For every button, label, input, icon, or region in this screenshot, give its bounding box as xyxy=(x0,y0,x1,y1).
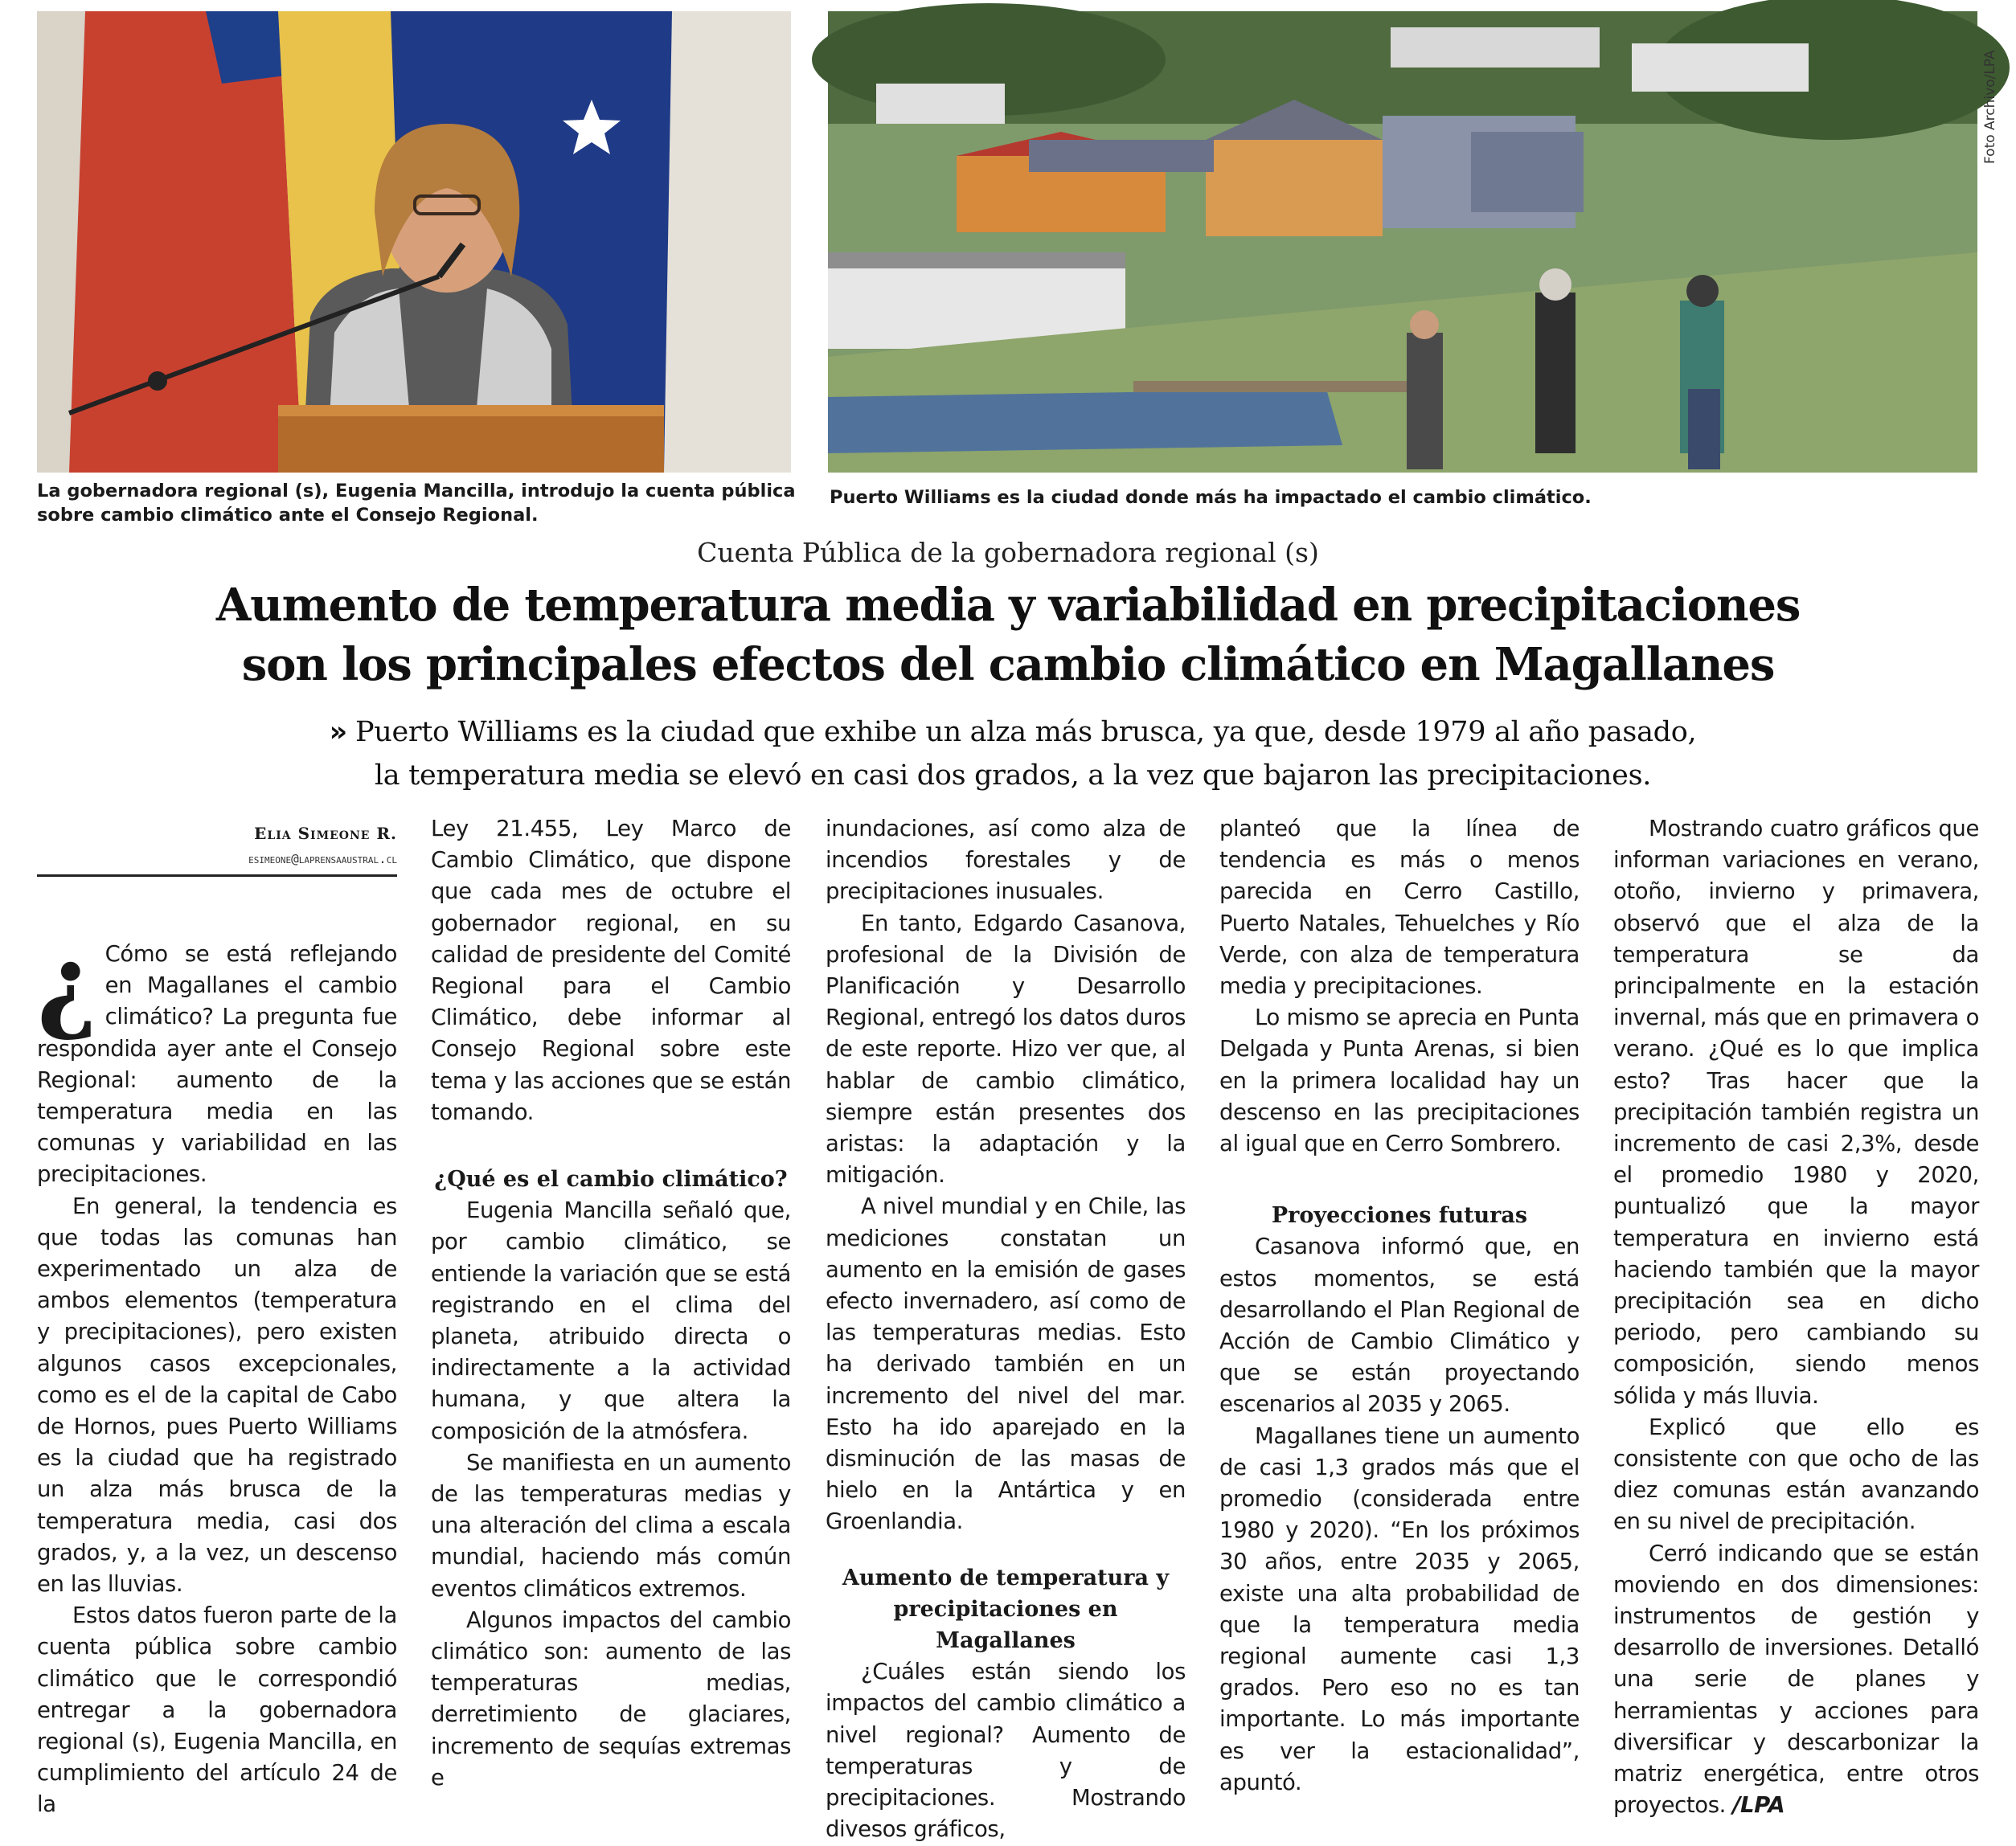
deck xyxy=(273,710,1752,797)
headline xyxy=(121,575,1895,694)
paragraph: Ley 21.455, Ley Marco de Cambio Climático, que dispone que cada mes de octubre el gobernador regional, en su calidad de presidente del Comité Regional para el Cambio Climático, debe informar al Consejo Regional sobre este tema y las acciones que se están tomando. xyxy=(431,816,791,1125)
paragraph: Algunos impactos del cambio climático son: aumento de las temperaturas medias, derretimiento de glaciares, incremento de sequías extremas e xyxy=(431,1607,791,1791)
article-column-1 xyxy=(37,924,397,1821)
chevron-icon: » xyxy=(329,716,347,748)
governor-speaking-photo xyxy=(37,11,791,473)
paragraph: inundaciones, así como alza de incendios forestales y de precipitaciones inusuales. xyxy=(826,816,1186,905)
paragraph: Magallanes tiene un aumento de casi 1,3 grados más que el promedio (considerada entre 1980 y 2020). “En los próximos 30 años, entre 2035 y 2065, existe una alta probabilidad de que la temperatura media regional aumente casi 1,3 grados. Pero eso no es tan importante. Lo más importante es ver la estacionalidad”, apuntó. xyxy=(1219,1422,1580,1795)
article-column-3 xyxy=(826,813,1186,1846)
paragraph: Mostrando cuatro gráficos que informan variaciones en verano, otoño, invierno y primavera, observó que el alza de la temperatura se da principalmente en la estación invernal, más que en primavera o verano. ¿Qué es lo que implica esto? Tras hacer que la precipitación también registra un incremento de casi 2,3%, desde el promedio 1980 y 2020, puntualizó que la mayor temperatura en invierno está haciendo también que la mayor precipitación sea en dicho periodo, pero cambiando su composición, siendo menos sólida y más lluvia. xyxy=(1613,816,1979,1409)
paragraph: planteó que la línea de tendencia es más o menos parecida en Cerro Castillo, Puerto Natales, Tehuelches y Río Verde, con alza de temperatura media y precipitaciones. xyxy=(1219,816,1580,1000)
puerto-williams-landscape-photo xyxy=(828,11,1977,473)
article-column-4 xyxy=(1219,813,1580,1799)
photo1-caption: La gobernadora regional (s), Eugenia Mancilla, introdujo la cuenta pública sobre cambio climático ante el Consejo Regional. xyxy=(37,481,796,526)
paragraph: Lo mismo se aprecia en Punta Delgada y Punta Arenas, si bien en la primera localidad hay un descenso en las precipitaciones al igual que en Cerro Sombrero. xyxy=(1219,1005,1580,1157)
subheading: Proyecciones futuras xyxy=(1271,1203,1528,1229)
headline-line-2: son los principales efectos del cambio climático en Magallanes xyxy=(241,638,1775,691)
governor-speaking-icon xyxy=(37,11,791,473)
article-column-2 xyxy=(431,813,791,1794)
paragraph: Explicó que ello es consistente con que ocho de las diez comunas están avanzando en su nivel de precipitación. xyxy=(1613,1414,1979,1535)
paragraph: A nivel mundial y en Chile, las mediciones constatan un aumento en la emisión de gases efecto invernadero, así como de las temperaturas medias. Esto ha derivado también en un incremento del nivel del mar. Esto ha ido aparejado en la disminución de las masas de hielo en la Antártica y en Groenlandia. xyxy=(826,1193,1186,1535)
puerto-williams-landscape-icon xyxy=(828,11,1977,473)
paragraph: Estos datos fueron parte de la cuenta pública sobre cambio climático que le correspondió entregar a la gobernadora regional (s), Eugenia Mancilla, en cumplimiento del artículo 24 de la xyxy=(37,1602,397,1818)
paragraph-text: Cerró indicando que se están moviendo en dos dimensiones: instrumentos de gestión y desarrollo de inversiones. Detalló una serie de planes y herramientas y acciones para diversificar y descarbonizar la matriz energética, entre otros proyectos. xyxy=(1613,1540,1979,1819)
paragraph: En tanto, Edgardo Casanova, profesional de la División de Planificación y Desarrollo Regional, entregó los datos duros de este reporte. Hizo ver que, al hablar de cambio climático, siempre están presentes dos aristas: la adaptación y la mitigación. xyxy=(826,910,1186,1189)
headline-line-1: Aumento de temperatura media y variabilidad en precipitaciones xyxy=(215,579,1801,632)
photo-credit: Foto Archivo/LPA xyxy=(1982,50,1998,164)
author-name: Elia Simeone R. xyxy=(254,824,397,843)
paragraph: Casanova informó que, en estos momentos, se está desarrollando el Plan Regional de Acción de Cambio Climático y que se están proyectando escenarios al 2035 y 2065. xyxy=(1219,1234,1580,1418)
paragraph: En general, la tendencia es que todas las comunas han experimentado un alza de ambos elementos (temperatura y precipitaciones), pero existen algunos casos excepcionales, como es el de la capital de Cabo de Hornos, pues Puerto Williams es la ciudad que ha registrado un alza más brusca de la temperatura media, casi dos grados, y, a la vez, un descenso en las lluvias. xyxy=(37,1193,397,1598)
photo2-caption: Puerto Williams es la ciudad donde más ha impactado el cambio climático. xyxy=(830,487,1592,508)
signature: /LPA xyxy=(1732,1792,1785,1819)
paragraph xyxy=(1613,1538,1979,1822)
paragraph: Eugenia Mancilla señaló que, por cambio climático, se entiende la variación que se está registrando en el clima del planeta, atribuido directa o indirectamente a la actividad humana, y que altera la composición de la atmósfera. xyxy=(431,1197,791,1444)
kicker: Cuenta Pública de la gobernadora regional (s) xyxy=(697,537,1319,568)
article-column-5 xyxy=(1613,813,1979,1822)
subheading: Aumento de temperatura y precipitaciones en Magallanes xyxy=(842,1565,1170,1654)
paragraph-text: Cómo se está reflejando en Magallanes el cambio climático? La pregunta fue respondida ayer ante el Consejo Regional: aumento de la temperatura media en las comunas y variabilidad en las precipitaciones. xyxy=(37,941,397,1188)
drop-cap: ¿ xyxy=(37,924,97,1045)
paragraph xyxy=(37,924,397,1191)
byline-divider xyxy=(37,874,397,877)
byline xyxy=(37,820,397,871)
deck-line-2: la temperatura media se elevó en casi dos grados, a la vez que bajaron las precipitaciones. xyxy=(374,759,1652,792)
paragraph: Se manifiesta en un aumento de las temperaturas medias y una alteración del clima a escala mundial, haciendo más común eventos climáticos extremos. xyxy=(431,1449,791,1602)
author-email: esimeone@laprensaaustral.cl xyxy=(248,851,397,866)
paragraph: ¿Cuáles están siendo los impactos del cambio climático a nivel regional? Aumento de temperaturas y de precipitaciones. Mostrando divesos gráficos, xyxy=(826,1659,1186,1843)
deck-line-1: Puerto Williams es la ciudad que exhibe un alza más brusca, ya que, desde 1979 al año pasado, xyxy=(354,716,1697,748)
subheading: ¿Qué es el cambio climático? xyxy=(434,1167,788,1193)
